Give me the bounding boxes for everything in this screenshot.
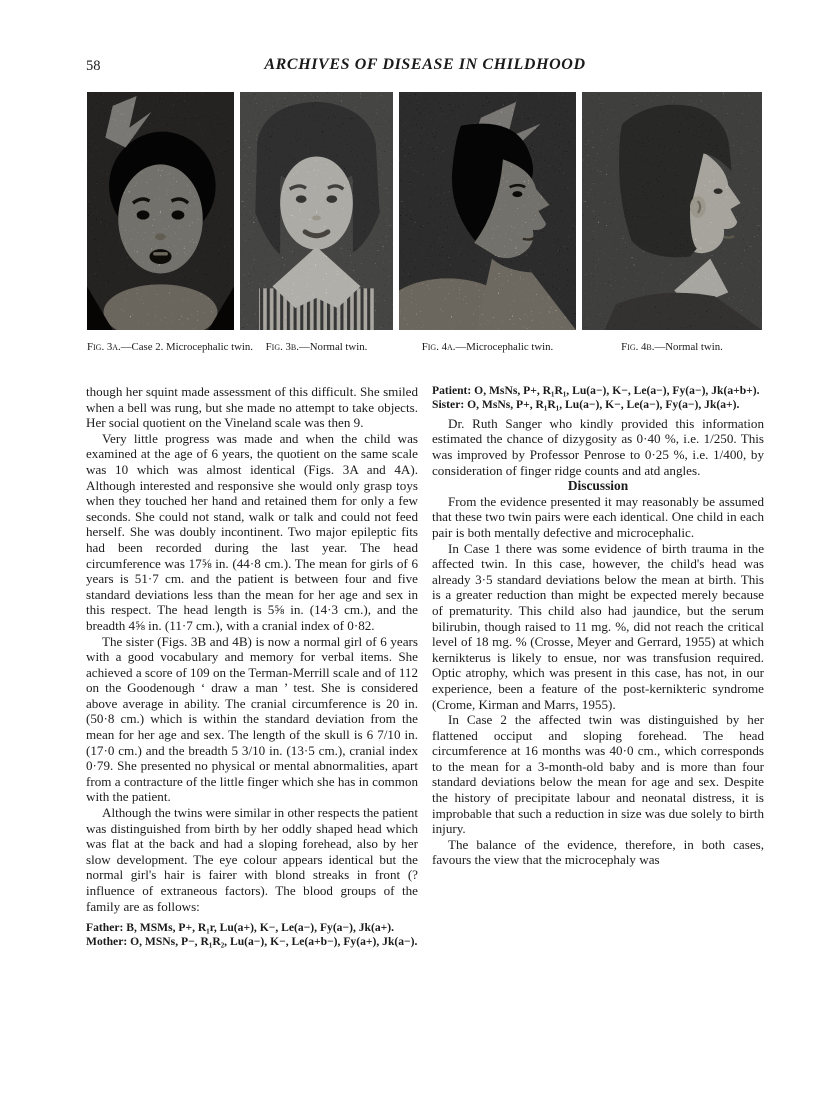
- caption-fig-3a: Fig. 3a.—Case 2. Microcephalic twin.: [87, 341, 253, 353]
- figure-captions-row: [87, 341, 762, 353]
- paragraph: Very little progress was made and when the child was examined at the age of 6 years, the quotient on the same scale was 10 which was almost identical (Figs. 3A and 4A). Although interested and responsive she would only grasp toys when they touched her hand and retained them for only a few seconds. She could not stand, walk or talk and could not feed herself. She was doubly incontinent. Two major epileptic fits had been recorded during the last year. The head circumference was 17⅝ in. (44·8 cm.). The mean for girls of 6 years is 51·7 cm. and the patient is between four and five standard deviations less than the mean for her age and sex in this respect. The head length is 5⅝ in. (14·3 cm.), and the breadth 4⅝ in. (11·7 cm.), with a cranial index of 0·82.: [86, 430, 418, 633]
- caption-fig-3b: Fig. 3b.—Normal twin.: [265, 341, 368, 353]
- paragraph: though her squint made assessment of this difficult. She smiled when a bell was rung, but she made no attempt to take objects. Her social quotient on the Vineland scale was then 9.: [86, 384, 418, 431]
- blood-group-patient: Patient: O, MsNs, P+, R₁R₁, Lu(a−), K−, Le(a−), Fy(a−), Jk(a+b+).: [432, 384, 760, 397]
- caption-fig-4b: Fig. 4b.—Normal twin.: [621, 341, 723, 353]
- blood-group-sister: Sister: O, MsNs, P+, R₁R₁, Lu(a−), K−, Le(a−), Fy(a−), Jk(a+).: [432, 397, 740, 411]
- paragraph: From the evidence presented it may reasonably be assumed that these two twin pairs were each identical. One child in each pair is both mentally defective and microcephalic.: [432, 493, 764, 540]
- paragraph: Dr. Ruth Sanger who kindly provided this information estimated the chance of dizygosity as 0·40 %, i.e. 1/250. This was improved by Professor Penrose to 0·25 %, i.e. 1/400, by consideration of finger ridge counts and atd angles.: [432, 415, 764, 478]
- blood-groups-list: [86, 921, 418, 949]
- photo-fig-4a: [399, 92, 576, 330]
- left-column: [86, 384, 418, 953]
- figure-photo-strip: [87, 92, 762, 330]
- blood-groups-list: [432, 384, 764, 412]
- right-column: [432, 384, 764, 953]
- blood-group-father: Father: B, MSMs, P+, R₁r, Lu(a+), K−, Le(a−), Fy(a−), Jk(a+).: [86, 921, 395, 935]
- paragraph: Although the twins were similar in other respects the patient was distinguished from birth by her oddly shaped head which was flat at the back and had a sloping forehead, also by her slow development. The eye colour appears identical but the normal girl's hair is fairer with blond streaks in front (? influence of extraneous factors). The blood groups of the family are as follows:: [86, 805, 418, 914]
- discussion-heading: Discussion: [567, 478, 629, 494]
- paragraph: In Case 2 the affected twin was distinguished by her flattened occiput and sloping forehead. The head circumference at 16 months was 40·0 cm., which corresponds to the mean for a 3-month-old baby and is more than four standard deviations below the mean for age and sex. Despite the history of precipitate labour and neonatal distress, it is improbable that such a reduction in size was due solely to birth injury.: [432, 712, 764, 837]
- page-header: [86, 56, 764, 78]
- paragraph: In Case 1 there was some evidence of birth trauma in the affected twin. In this case, however, the child's head was already 3·5 standard deviations below the mean at birth. This is a greater reduction than might be expected merely because of prematurity. This child also had jaundice, but the serum bilirubin, though raised to 11 mg. %, did not reach the critical level of 18 mg. % (Crosse, Meyer and Gerrard, 1955) at which kernikterus is likely to ensue, nor was transfusion required. Optic atrophy, which was present in this case, has not, in our experience, been a feature of the post-kernikteric syndrome (Crome, Kirman and Marrs, 1955).: [432, 540, 764, 712]
- journal-title: ARCHIVES OF DISEASE IN CHILDHOOD: [264, 56, 586, 73]
- caption-fig-4a: Fig. 4a.—Microcephalic twin.: [421, 341, 554, 353]
- paragraph: The sister (Figs. 3B and 4B) is now a normal girl of 6 years with a good vocabulary and memory for verbal items. She achieved a score of 109 on the Terman-Merrill scale and of 112 on the Goodenough ‘ draw a man ’ test. She is considered above average in ability. The cranial circumference is 20 in. (50·8 cm.) which is within the standard deviation from the mean for her age and sex. The length of the skull is 6 7/10 in. (17·0 cm.) and the breadth 5 3/10 in. (13·5 cm.), cranial index 0·79. She presented no physical or mental abnormalities, apart from a contracture of the little finger which she has in common with the patient.: [86, 633, 418, 805]
- paragraph: The balance of the evidence, therefore, in both cases, favours the view that the microcephaly was: [432, 836, 764, 868]
- page-number: 58: [86, 58, 101, 74]
- photo-fig-4b: [582, 92, 762, 330]
- body-columns: [86, 384, 764, 953]
- photo-fig-3a: [87, 92, 234, 330]
- photo-fig-3b: [240, 92, 393, 330]
- blood-group-mother: Mother: O, MSNs, P−, R₁R₂, Lu(a−), K−, Le(a+b−), Fy(a+), Jk(a−).: [86, 935, 418, 949]
